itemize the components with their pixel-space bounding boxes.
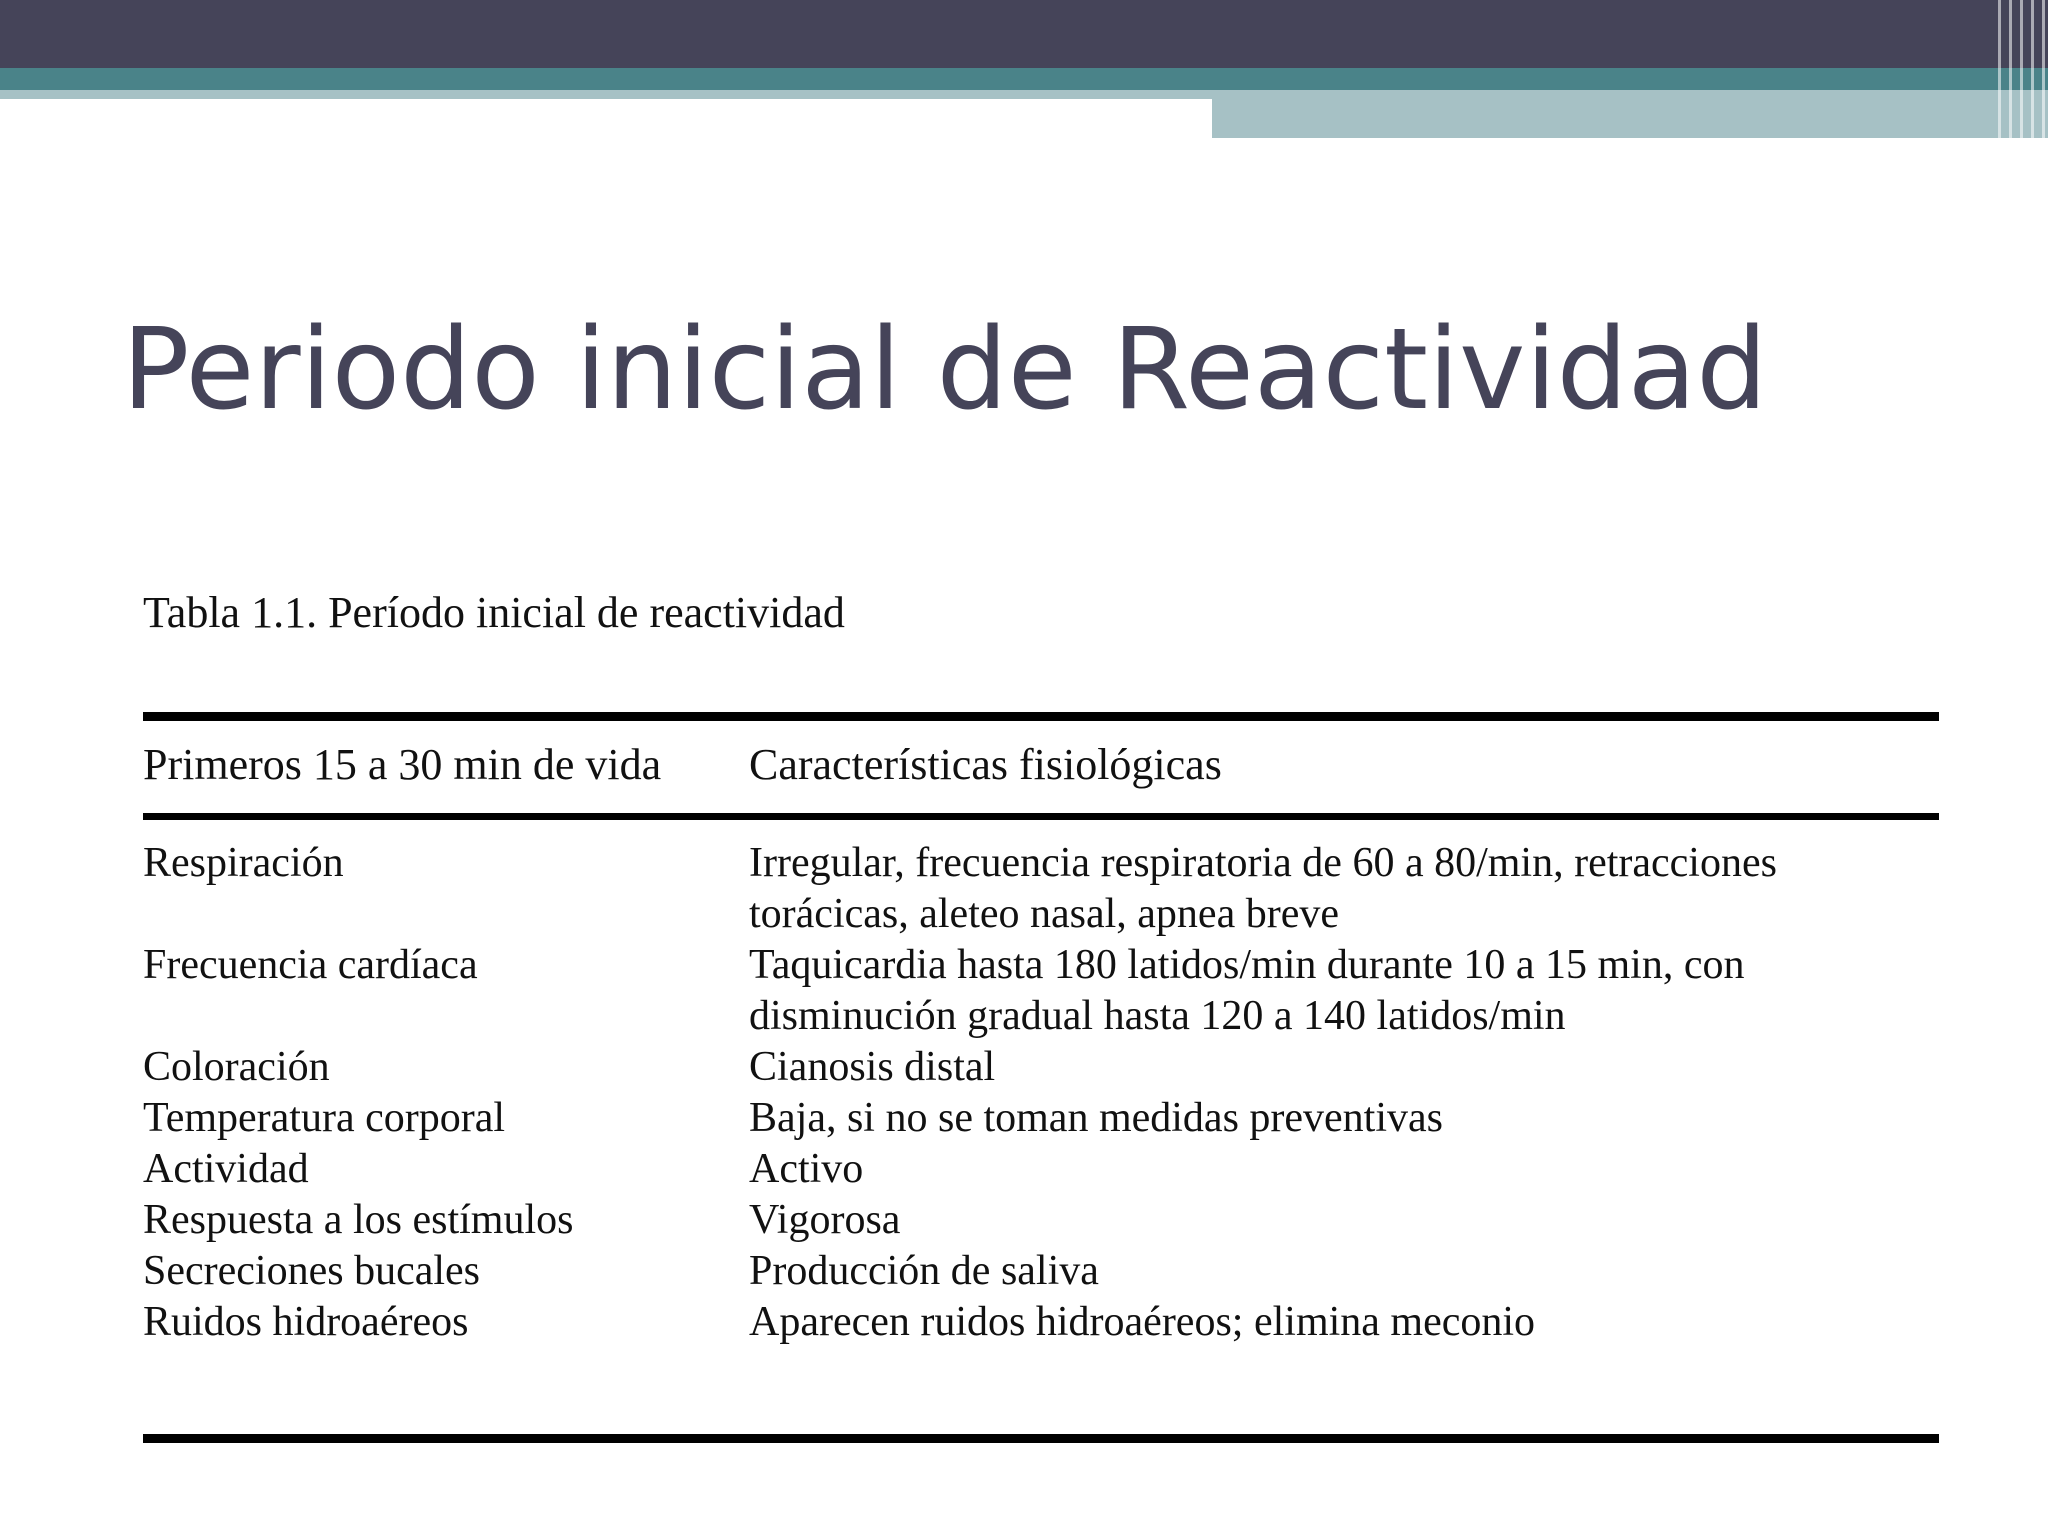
row-label: Frecuencia cardíaca — [143, 942, 478, 988]
table-row — [143, 838, 1939, 940]
table-header-characteristics: Características fisiológicas — [749, 740, 1222, 789]
table-row — [143, 1246, 1939, 1297]
row-label: Coloración — [143, 1044, 330, 1090]
row-value: Baja, si no se toman medidas preventivas — [749, 1095, 1444, 1141]
row-label: Respiración — [143, 840, 344, 886]
slide-title: Periodo inicial de Reactividad — [122, 305, 1768, 435]
header-bar-dark — [0, 0, 2048, 68]
row-label: Actividad — [143, 1146, 309, 1192]
header-bar-teal — [0, 68, 2048, 90]
header-bar-light-left — [0, 90, 1212, 99]
header-bar-light-right — [1212, 90, 2048, 138]
table-row — [143, 1195, 1939, 1246]
table-header-period: Primeros 15 a 30 min de vida — [143, 740, 662, 789]
row-value: Vigorosa — [749, 1197, 901, 1243]
table-body — [143, 838, 1939, 1348]
table-row — [143, 1093, 1939, 1144]
row-value: Irregular, frecuencia respiratoria de 60 a 80/min, retracciones torácicas, aleteo nasal, apnea breve — [749, 840, 1777, 937]
row-label: Secreciones bucales — [143, 1248, 481, 1294]
row-label: Ruidos hidroaéreos — [143, 1299, 469, 1345]
table-row — [143, 940, 1939, 1042]
table-row — [143, 1297, 1939, 1348]
table-row — [143, 1042, 1939, 1093]
table-row — [143, 1144, 1939, 1195]
table-top-rule — [143, 712, 1939, 721]
row-value: Aparecen ruidos hidroaéreos; elimina meconio — [749, 1299, 1536, 1345]
row-value: Producción de saliva — [749, 1248, 1099, 1294]
table-header-rule — [143, 813, 1939, 820]
table-caption: Tabla 1.1. Período inicial de reactividad — [143, 588, 845, 637]
table-bottom-rule — [143, 1434, 1939, 1443]
row-label: Respuesta a los estímulos — [143, 1197, 574, 1243]
row-value: Cianosis distal — [749, 1044, 996, 1090]
header-edge-stripes — [1990, 0, 2048, 138]
row-label: Temperatura corporal — [143, 1095, 506, 1141]
row-value: Taquicardia hasta 180 latidos/min durante 10 a 15 min, con disminución gradual hasta 120 a 140 latidos/min — [749, 942, 1745, 1039]
row-value: Activo — [749, 1146, 864, 1192]
